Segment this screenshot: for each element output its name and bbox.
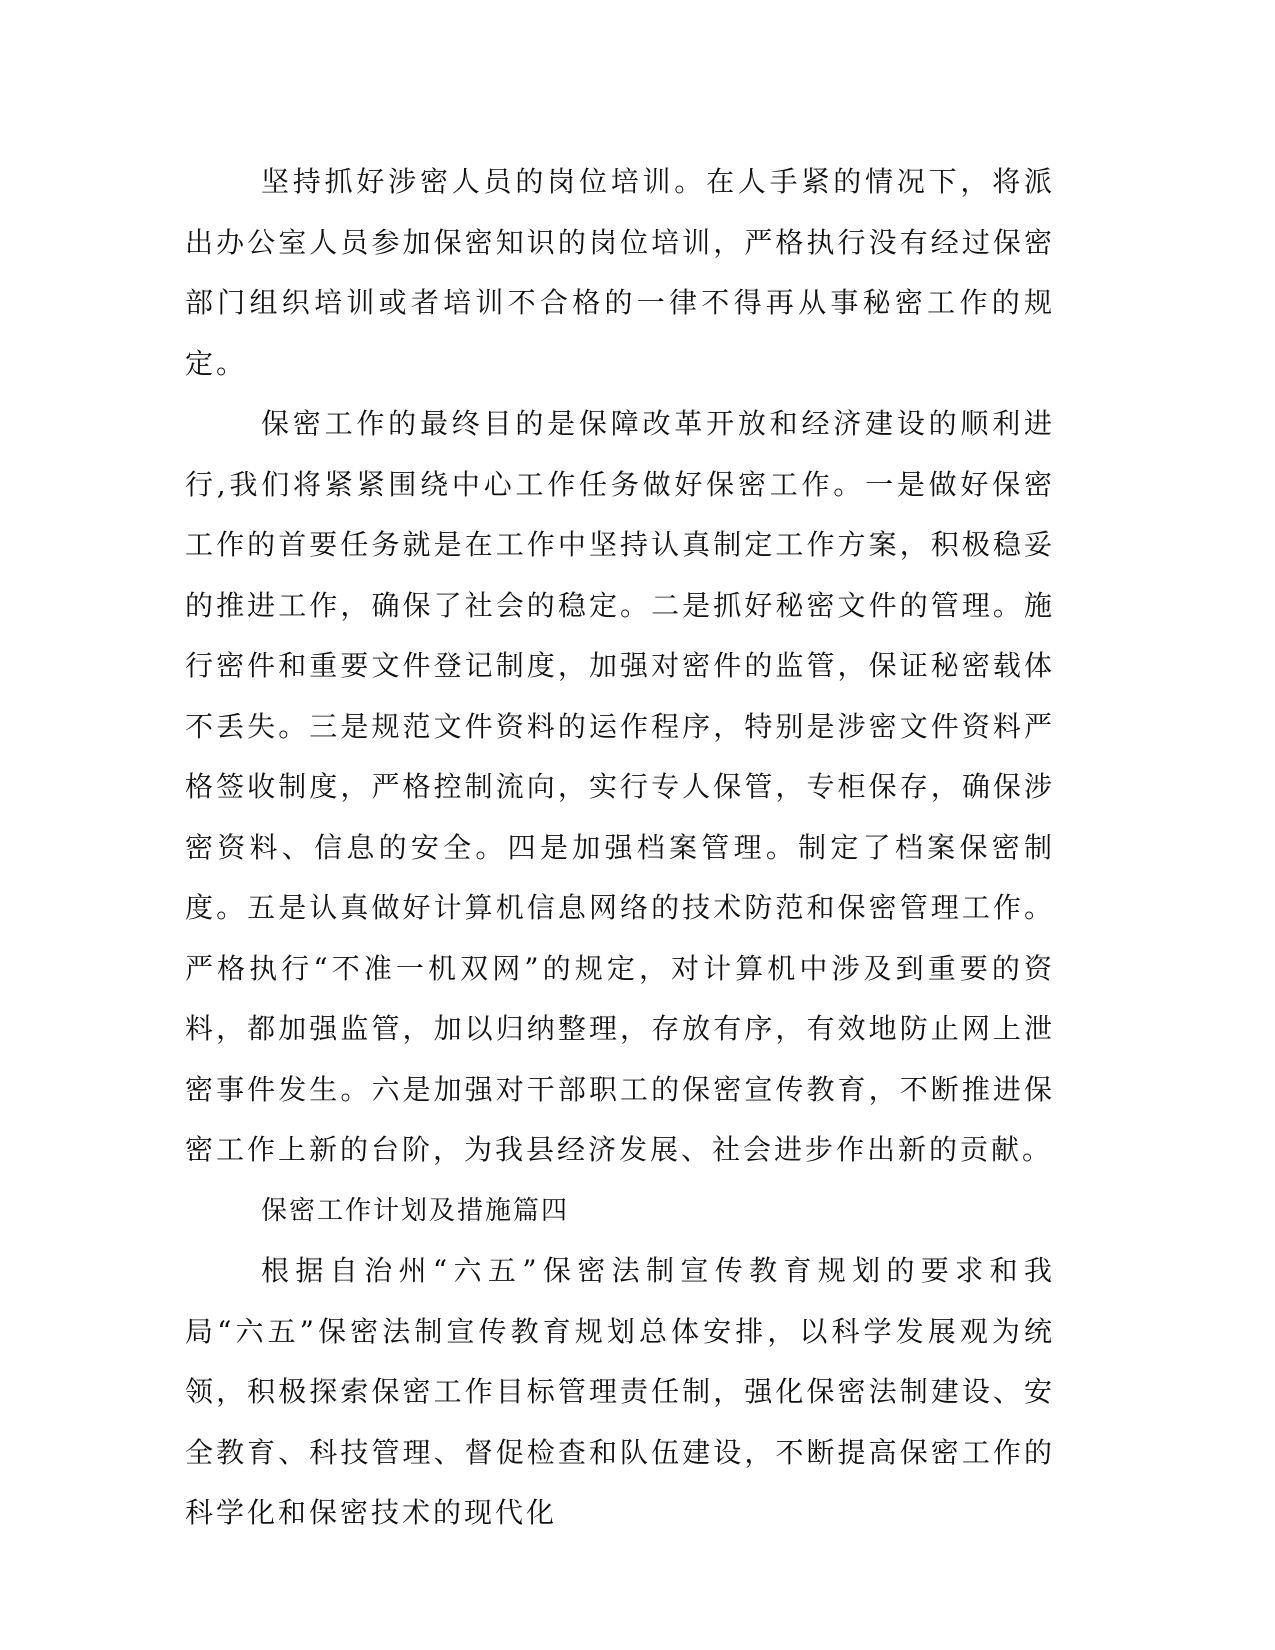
paragraph-confidentiality-goals: 保密工作的最终目的是保障改革开放和经济建设的顺利进行,我们将紧紧围绕中心工作任务做好保密工作。一是做好保密工作的首要任务就是在工作中坚持认真制定工作方案，积极稳妥的推进工作，确保了社会的稳定。二是抓好秘密文件的管理。施行密件和重要文件登记制度，加强对密件的监管，保证秘密载体不丢失。三是规范文件资料的运作程序，特别是涉密文件资料严格签收制度，严格控制流向，实行专人保管，专柜保存，确保涉密资料、信息的安全。四是加强档案管理。制定了档案保密制度。五是认真做好计算机信息网络的技术防范和保密管理工作。严格执行“不准一机双网”的规定，对计算机中涉及到重要的资料，都加强监管，加以归纳整理，存放有序，有效地防止网上泄密事件发生。六是加强对干部职工的保密宣传教育，不断推进保密工作上新的台阶，为我县经济发展、社会进步作出新的贡献。 [185, 407, 1055, 1166]
paragraph-plan-intro: 根据自治州“六五”保密法制宣传教育规划的要求和我局“六五”保密法制宣传教育规划总体安排，以科学发展观为统领，积极探索保密工作目标管理责任制，强化保密法制建设、安全教育、科技管理、督促检查和队伍建设，不断提高保密工作的科学化和保密技术的现代化 [185, 1254, 1055, 1529]
paragraph-training: 坚持抓好涉密人员的岗位培训。在人手紧的情况下，将派出办公室人员参加保密知识的岗位培训，严格执行没有经过保密部门组织培训或者培训不合格的一律不得再从事秘密工作的规定。 [185, 165, 1055, 380]
section-heading: 保密工作计划及措施篇四 [261, 1195, 570, 1226]
document-body [185, 152, 1055, 1544]
